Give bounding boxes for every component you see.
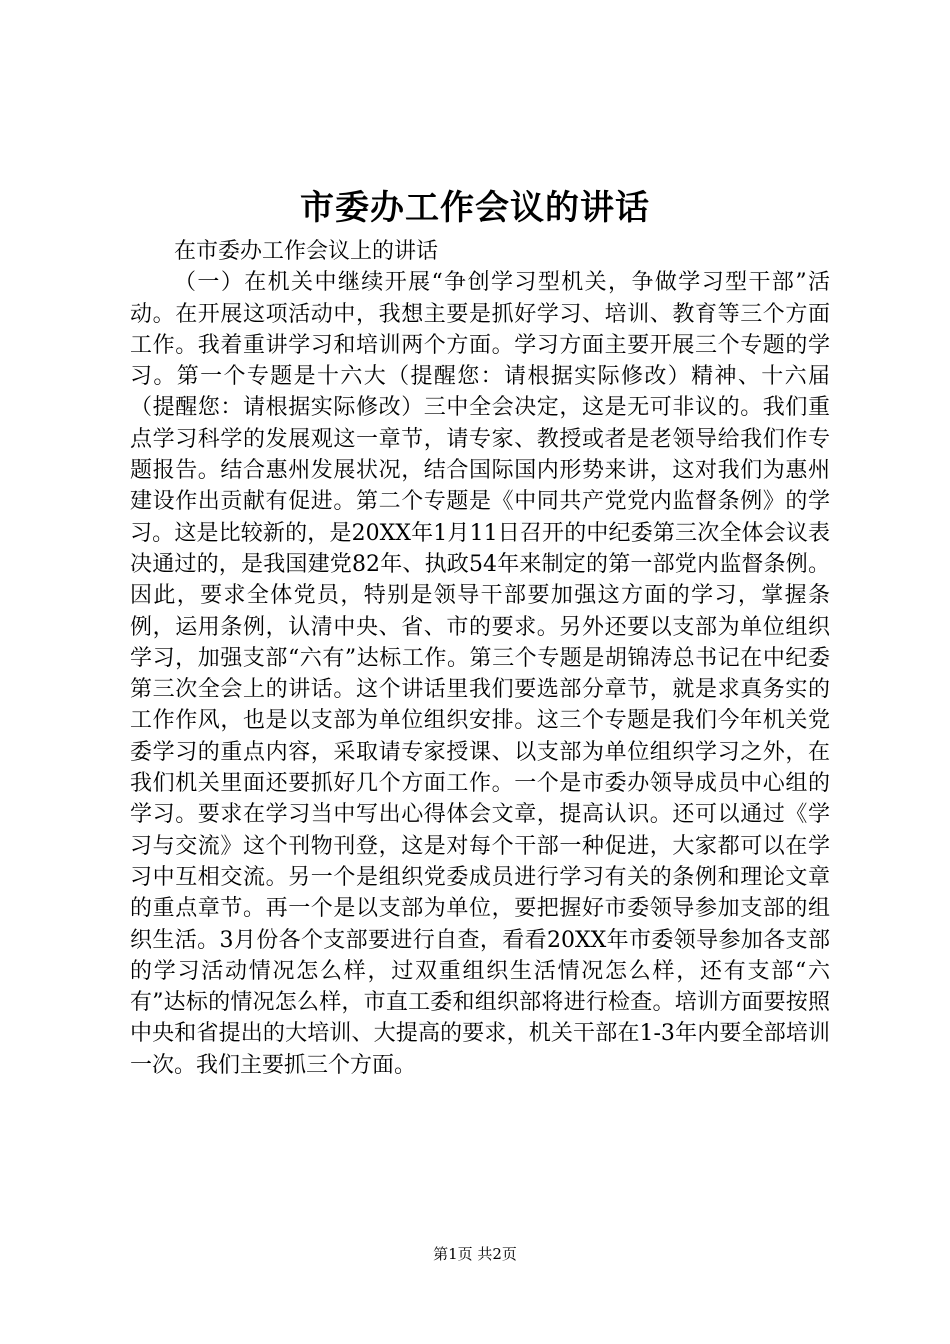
document-body	[130, 236, 830, 1081]
body-paragraph: （一）在机关中继续开展“争创学习型机关，争做学习型干部”活动。在开展这项活动中，我想主要是抓好学习、培训、教育等三个方面工作。我着重讲学习和培训两个方面。学习方面主要开展三个专题的学习。第一个专题是十六大（提醒您：请根据实际修改）精神、十六届（提醒您：请根据实际修改）三中全会决定，这是无可非议的。我们重点学习科学的发展观这一章节，请专家、教授或者是老领导给我们作专题报告。结合惠州发展状况，结合国际国内形势来讲，这对我们为惠州建设作出贡献有促进。第二个专题是《中同共产党党内监督条例》的学习。这是比较新的，是20XX年1月11日召开的中纪委第三次全体会议表决通过的，是我国建党82年、执政54年来制定的第一部党内监督条例。因此，要求全体党员，特别是领导干部要加强这方面的学习，掌握条例，运用条例，认清中央、省、市的要求。另外还要以支部为单位组织学习，加强支部“六有”达标工作。第三个专题是胡锦涛总书记在中纪委第三次全会上的讲话。这个讲话里我们要选部分章节，就是求真务实的工作作风，也是以支部为单位组织安排。这三个专题是我们今年机关党委学习的重点内容，采取请专家授课、以支部为单位组织学习之外，在我们机关里面还要抓好几个方面工作。一个是市委办领导成员中心组的学习。要求在学习当中写出心得体会文章，提高认识。还可以通过《学习与交流》这个刊物刊登，这是对每个干部一种促进，大家都可以在学习中互相交流。另一个是组织党委成员进行学习有关的条例和理论文章的重点章节。再一个是以支部为单位，要把握好市委领导参加支部的组织生活。3月份各个支部要进行自查，看看20XX年市委领导参加各支部的学习活动情况怎么样，过双重组织生活情况怎么样，还有支部“六有”达标的情况怎么样，市直工委和组织部将进行检查。培训方面要按照中央和省提出的大培训、大提高的要求，机关干部在1-3年内要全部培训一次。我们主要抓三个方面。	[130, 270, 830, 1078]
document-subtitle: 在市委办工作会议上的讲话	[174, 239, 439, 264]
document-title: 市委办工作会议的讲话	[300, 188, 650, 228]
page-footer: 第1页 共2页	[433, 1245, 517, 1263]
